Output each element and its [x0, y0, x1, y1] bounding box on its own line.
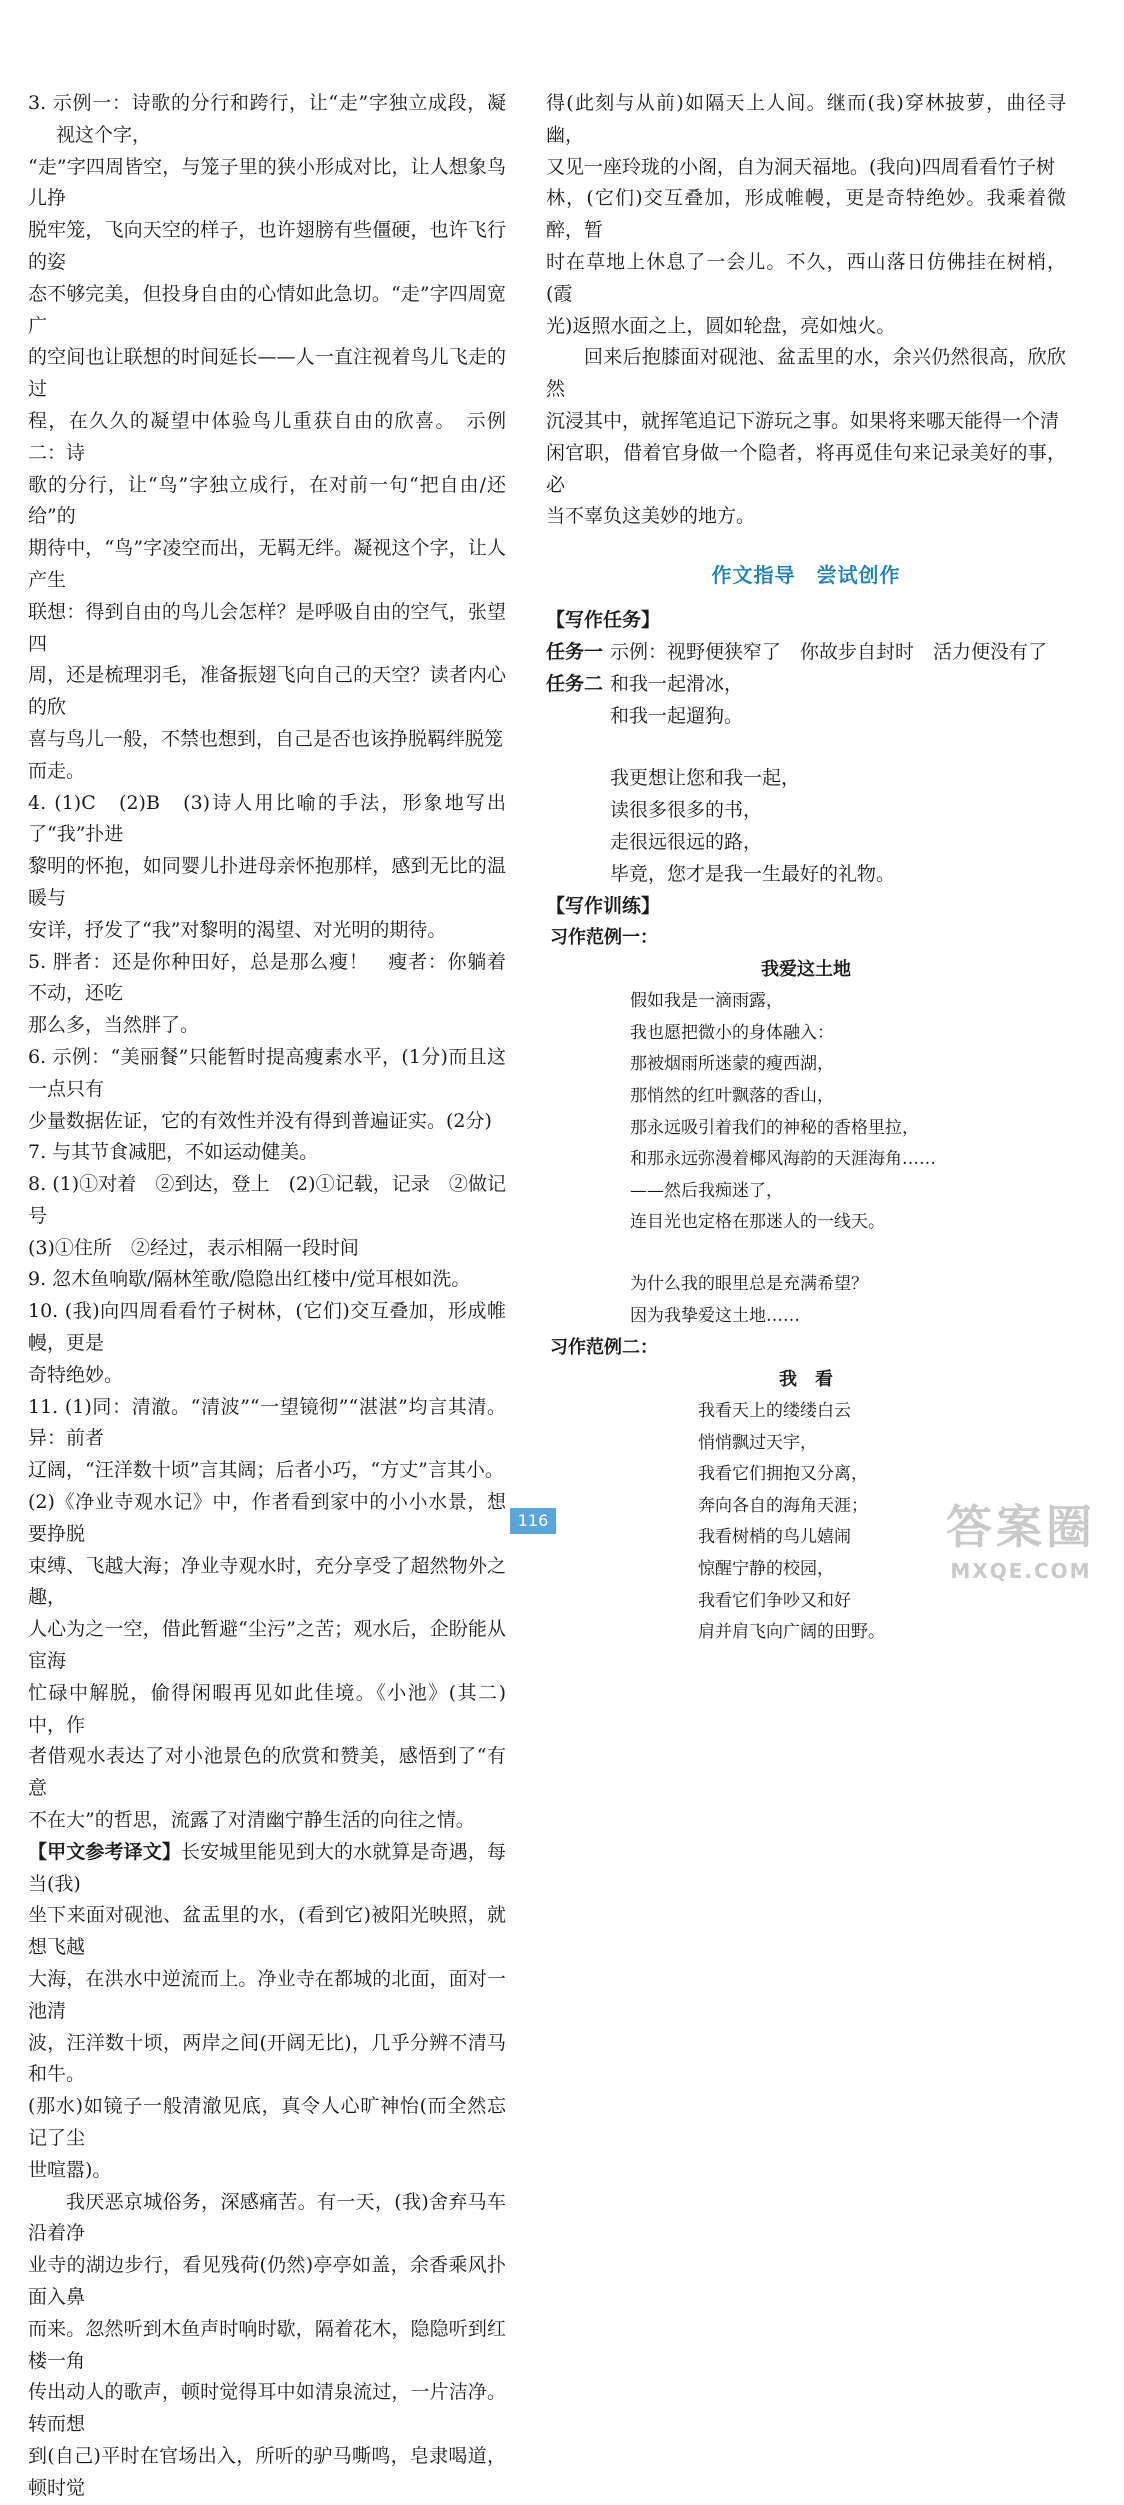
text-line: 传出动人的歌声，顿时觉得耳中如清泉流过，一片洁净。转而想	[28, 2381, 506, 2436]
section-title: 作文指导 尝试创作	[711, 563, 901, 588]
translation-label: 【甲文参考译文】	[28, 1840, 181, 1863]
text-line: 不在大”的哲思，流露了对清幽宁静生活的向往之情。	[28, 1809, 475, 1832]
text-line: 3. 示例一：诗歌的分行和跨行，让“走”字独立成段，凝视这个字，	[28, 92, 506, 146]
text-line: 那么多，当然胖了。	[28, 1014, 200, 1037]
text-line: 脱牢笼，飞向天空的样子，也许翅膀有些僵硬，也许飞行的姿	[28, 219, 506, 273]
text-line: 沉浸其中，就挥笔追记下游玩之事。如果将来哪天能得一个清	[546, 409, 1060, 432]
text-line: 林，(它们)交互叠加，形成帷幔，更是奇特绝妙。我乘着微醉，暂	[546, 187, 1066, 242]
poem-line: 连目光也定格在那迷人的一线天。	[630, 1212, 885, 1233]
answer-9: 9. 忽木鱼响歇/隔林笙歌/隐隐出红楼中/觉耳根如洗。	[28, 1268, 471, 1291]
text-line	[28, 1837, 506, 1901]
poem-1	[546, 986, 1066, 1332]
text-line: 闲官职，借着官身做一个隐者，将再觅佳句来记录美好的事，必	[546, 441, 1066, 496]
text-line: 8. (1)①对着 ②到达，登上 (2)①记载，记录 ②做记号	[28, 1173, 506, 1227]
sample-2-label: 习作范例二：	[550, 1337, 658, 1359]
text-line: 期待中，“鸟”字凌空而出，无羁无绊。凝视这个字，让人产生	[28, 537, 506, 591]
poem-line: 奔向各自的海角天涯；	[698, 1495, 868, 1516]
answer-6	[28, 1042, 506, 1137]
text-line: 周，还是梳理羽毛，准备振翅飞向自己的天空？读者内心的欣	[28, 664, 506, 719]
text-line: 业寺的湖边步行，看见残荷(仍然)亭亭如盖，余香乘风扑面入鼻	[28, 2254, 506, 2308]
text-line: (3)①住所 ②经过，表示相隔一段时间	[28, 1236, 359, 1259]
task-2-line: 和我一起滑冰，	[610, 673, 744, 696]
task-2-line: 毕竟，您才是我一生最好的礼物。	[610, 863, 896, 886]
poem-line: 为什么我的眼里总是充满希望？	[630, 1273, 868, 1294]
task-2-line: 走很远很远的路，	[610, 831, 763, 854]
text-line: 6. 示例：“美丽餐”只能暂时提高瘦素水平，(1分)而且这一点只有	[28, 1045, 506, 1100]
text-line: 奇特绝妙。	[28, 1363, 124, 1386]
answer-8	[28, 1169, 506, 1264]
text-line: 10. (我)向四周看看竹子树林，(它们)交互叠加，形成帷幔，更是	[28, 1300, 506, 1355]
text-line: 的空间也让联想的时间延长——人一直注视着鸟儿飞走的过	[28, 346, 506, 401]
text-line: 到(自己)平时在官场出入，所听的驴马嘶鸣，皂隶喝道，顿时觉	[28, 2444, 506, 2499]
answer-11	[28, 1392, 506, 1837]
task-2-line: 和我一起遛狗。	[610, 705, 744, 728]
text-line: 者借观水表达了对小池景色的欣赏和赞美，感悟到了“有意	[28, 1745, 506, 1800]
text-line: 大海，在洪水中逆流而上。净业寺在都城的北面，面对一池清	[28, 1968, 506, 2022]
poem-line: 和那永远弥漫着椰风海韵的天涯海角……	[630, 1149, 936, 1170]
task-2-label: 任务二	[546, 673, 604, 696]
task-heading: 【写作任务】	[546, 609, 661, 632]
task-2-line: 读很多很多的书，	[610, 799, 763, 822]
watermark-url: MXQE.COM	[950, 1559, 1092, 1583]
spacer	[546, 732, 1066, 762]
page-number: 116	[510, 1508, 556, 1534]
poem-line: 惊醒宁静的校园，	[698, 1559, 834, 1580]
right-column	[546, 88, 1066, 1649]
text-line: “走”字四周皆空，与笼子里的狭小形成对比，让人想象鸟儿挣	[28, 155, 506, 210]
task-1	[546, 636, 1066, 668]
poem-line: 我看它们争吵又和好	[698, 1590, 851, 1611]
translation-first-line: 长安城里能见到大的水就算是奇遇，每当(我)	[28, 1840, 506, 1895]
poem-2-title: 我 看	[779, 1369, 833, 1391]
sample-1-label: 习作范例一：	[550, 927, 658, 949]
poem-line: 我也愿把微小的身体融入：	[630, 1022, 834, 1043]
text-line: 歌的分行，让“鸟”字独立成行，在对前一句“把自由/还给”的	[28, 473, 506, 528]
text-line: 坐下来面对砚池、盆盂里的水，(看到它)被阳光映照，就想飞越	[28, 1904, 506, 1959]
task-2	[546, 668, 1066, 700]
text-line: (那水)如镜子一般清澈见底，真令人心旷神怡(而全然忘记了尘	[28, 2095, 506, 2149]
text-line: 喜与鸟儿一般，不禁也想到，自己是否也该挣脱羁绊脱笼	[28, 727, 504, 750]
text-line: 安详，抒发了“我”对黎明的渴望、对光明的期待。	[28, 918, 447, 941]
text-line: 束缚、飞越大海；净业寺观水时，充分享受了超然物外之趣，	[28, 1554, 506, 1609]
answer-7: 7. 与其节食减肥，不如运动健美。	[28, 1141, 319, 1164]
task-2-line: 我更想让您和我一起，	[610, 767, 801, 790]
text-line: 回来后抱膝面对砚池、盆盂里的水，余兴仍然很高，欣欣然	[546, 346, 1066, 401]
spacer	[546, 1239, 1066, 1269]
task-1-text: 示例：视野便狭窄了 你故步自封时 活力便没有了	[610, 641, 1048, 664]
text-line: 少量数据佐证，它的有效性并没有得到普遍证实。(2分)	[28, 1109, 492, 1132]
text-line: 黎明的怀抱，如同婴儿扑进母亲怀抱那样，感到无比的温暖与	[28, 855, 506, 909]
text-line: 态不够完美，但投身自由的心情如此急切。“走”字四周宽广	[28, 282, 506, 337]
poem-line: 那被烟雨所迷蒙的瘦西湖，	[630, 1054, 834, 1075]
text-line: 又见一座玲珑的小阁，自为洞天福地。(我向)四周看看竹子树	[546, 155, 1055, 178]
watermark-logo	[930, 1496, 1112, 1594]
text-line: 联想：得到自由的鸟儿会怎样？是呼吸自由的空气，张望四	[28, 600, 506, 655]
poem-line: 我看天上的缕缕白云	[698, 1401, 851, 1422]
text-line: 11. (1)同：清澈。“清波”“一望镜彻”“湛湛”均言其清。异：前者	[28, 1395, 506, 1450]
watermark-main-text: 答案圈	[946, 1500, 1096, 1554]
poem-line: 那永远吸引着我们的神秘的香格里拉，	[630, 1117, 919, 1138]
text-line: 得(此刻与从前)如隔天上人间。继而(我)穿林披萝，曲径寻幽，	[546, 92, 1066, 146]
text-line: 程，在久久的凝望中体验鸟儿重获自由的欣喜。 示例二：诗	[28, 409, 506, 464]
poem-1-title: 我爱这土地	[761, 959, 851, 981]
text-line: 5. 胖者：还是你种田好，总是那么瘦！ 瘦者：你躺着不动，还吃	[28, 950, 506, 1005]
answer-5	[28, 947, 506, 1042]
poem-line: ——然后我痴迷了，	[630, 1180, 783, 1201]
text-line: 辽阔，“汪洋数十顷”言其阔；后者小巧，“方丈”言其小。	[28, 1459, 504, 1482]
poem-line: 因为我挚爱这土地……	[630, 1305, 800, 1326]
left-column	[28, 88, 506, 2505]
translation-block	[28, 1837, 506, 2505]
training-heading: 【写作训练】	[546, 895, 661, 918]
answer-4	[28, 788, 506, 947]
text-line: 当不辜负这美妙的地方。	[546, 505, 756, 528]
answer-3	[28, 88, 506, 788]
poem-line: 悄悄飘过天宇，	[698, 1432, 817, 1453]
text-line: 4. (1)C (2)B (3)诗人用比喻的手法，形象地写出了“我”扑进	[28, 791, 506, 846]
text-line: 我厌恶京城俗务，深感痛苦。有一天，(我)舍弃马车沿着净	[28, 2190, 506, 2245]
text-line: 世喧嚣)。	[28, 2158, 112, 2181]
poem-line: 我看树梢的鸟儿嬉闹	[698, 1527, 851, 1548]
translation-continued	[546, 88, 1066, 533]
poem-line: 我看它们拥抱又分离，	[698, 1464, 868, 1485]
poem-line: 那悄然的红叶飘落的香山，	[630, 1085, 834, 1106]
text-line: 而走。	[28, 759, 86, 782]
poem-line: 肩并肩飞向广阔的田野。	[698, 1622, 885, 1643]
poem-line: 假如我是一滴雨露，	[630, 991, 783, 1012]
text-line: 忙碌中解脱，偷得闲暇再见如此佳境。《小池》(其二)中，作	[28, 1681, 506, 1736]
text-line: 波，汪洋数十顷，两岸之间(开阔无比)，几乎分辨不清马和牛。	[28, 2031, 506, 2086]
text-line: 而来。忽然听到木鱼声时响时歇，隔着花木，隐隐听到红楼一角	[28, 2317, 506, 2372]
task-1-label: 任务一	[546, 641, 604, 664]
text-line: 时在草地上休息了一会儿。不久，西山落日仿佛挂在树梢，(霞	[546, 250, 1066, 305]
text-line: (2)《净业寺观水记》中，作者看到家中的小小水景，想要挣脱	[28, 1491, 506, 1545]
text-line: 人心为之一空，借此暂避“尘污”之苦；观水后，企盼能从宦海	[28, 1618, 506, 1673]
text-line: 光)返照水面之上，圆如轮盘，亮如烛火。	[546, 314, 896, 337]
answer-10	[28, 1296, 506, 1391]
